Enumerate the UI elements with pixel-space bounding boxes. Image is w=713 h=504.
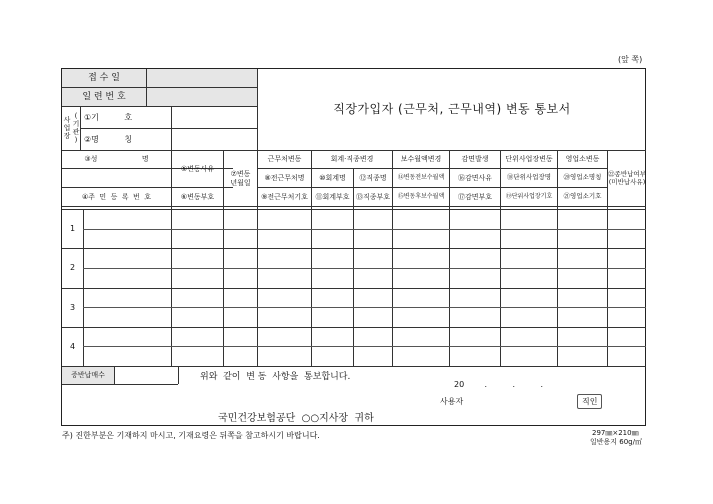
table-row[interactable] bbox=[62, 209, 646, 248]
col-g6-a: ⑳영업소명칭 bbox=[563, 173, 602, 182]
table-row[interactable] bbox=[62, 248, 646, 287]
return-count-field[interactable] bbox=[115, 367, 177, 384]
paper-type: 일반용지 60g/㎡ bbox=[590, 438, 642, 446]
col-g6-head: 영업소변동 bbox=[565, 155, 600, 164]
paper-size: 297㎜×210㎜ bbox=[592, 429, 639, 437]
col-g3-a: ⑭변동전보수월액 bbox=[397, 173, 445, 181]
bottom-note: 주) 진한부분은 기재하지 마시고, 기재요령은 뒤쪽을 참고하시기 바랍니다. bbox=[62, 431, 320, 440]
table-row[interactable] bbox=[62, 327, 646, 366]
recipient: 국민건강보험공단 ○○지사장 귀하 bbox=[218, 413, 374, 424]
col-g5-b: ⑲단위사업장기호 bbox=[505, 192, 553, 200]
col-change-date: ⑦변동 년월일 bbox=[230, 170, 251, 187]
col-g2-d: ⑬직종부호 bbox=[355, 192, 391, 201]
col-g2-c: ⑫직종명 bbox=[359, 173, 387, 182]
col-g4-b: ⑰감면부호 bbox=[457, 192, 493, 201]
row-number: 4 bbox=[69, 341, 76, 351]
date-line[interactable]: 20 . . . bbox=[454, 380, 544, 389]
col-g1-head: 근무처변동 bbox=[267, 155, 302, 164]
col-g7-head: ㉒종반납여부 (미반납사유) bbox=[608, 170, 646, 186]
seal-box: 직인 bbox=[577, 394, 602, 409]
row-number: 3 bbox=[69, 302, 76, 312]
user-label: 사용자 bbox=[440, 397, 464, 406]
col-g2-a: ⑩회계명 bbox=[319, 173, 346, 182]
name-label: ②명 칭 bbox=[84, 134, 133, 144]
workplace-label: 사 업 장 bbox=[63, 115, 71, 141]
col-change-reason: ⑤변동사유 bbox=[180, 164, 215, 173]
data-rows bbox=[62, 209, 646, 366]
col-resident-no: ④주 민 등 록 번 호 bbox=[81, 192, 152, 201]
col-g5-a: ⑱단위사업장명 bbox=[506, 173, 552, 182]
col-g4-head: 감면발생 bbox=[461, 155, 489, 164]
notice-text: 위와 같이 변 동 사항을 통보합니다. bbox=[200, 372, 351, 382]
col-name: ③성 명 bbox=[84, 155, 149, 164]
received-date-label: 접 수 일 bbox=[88, 72, 120, 83]
top-note: (앞 쪽) bbox=[618, 55, 643, 64]
row-number: 2 bbox=[69, 263, 76, 273]
col-g4-a: ⑯감면사유 bbox=[457, 173, 493, 182]
col-g5-head: 단위사업장변동 bbox=[505, 155, 553, 164]
col-g3-b: ⑮변동후보수월액 bbox=[397, 192, 445, 200]
serial-no-label: 일 련 번 호 bbox=[82, 91, 126, 102]
form-title: 직장가입자 (근무처, 근무내역) 변동 통보서 bbox=[333, 101, 571, 116]
col-g2-b: ⑪회계부호 bbox=[315, 192, 350, 201]
col-g3-head: 보수월액변경 bbox=[400, 155, 442, 164]
row-number: 1 bbox=[69, 224, 76, 234]
symbol-label: ①기 호 bbox=[84, 112, 133, 122]
col-change-code: ⑥변동부호 bbox=[180, 192, 215, 201]
return-count-label: 증반납매수 bbox=[71, 371, 105, 380]
col-g1-a: ⑧전근무처명 bbox=[264, 173, 305, 182]
col-g2-head: 회계·직종변경 bbox=[330, 155, 374, 164]
workplace-org-label: ( 기 관 ) bbox=[72, 111, 80, 145]
table-row[interactable] bbox=[62, 288, 646, 327]
col-g1-b: ⑨전근무처기호 bbox=[261, 192, 308, 201]
col-g6-b: ㉑영업소기호 bbox=[563, 192, 602, 201]
